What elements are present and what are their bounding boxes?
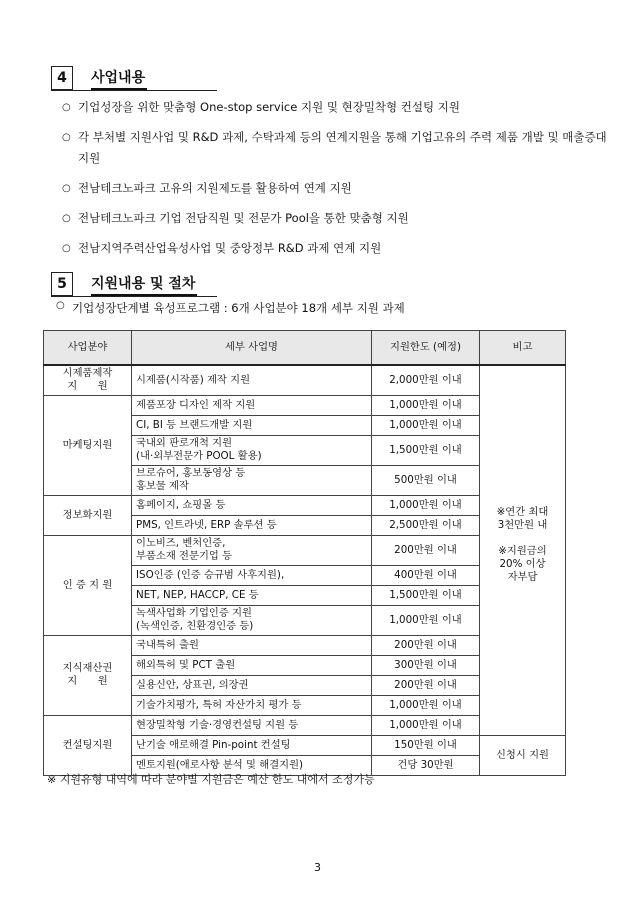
- item-cell: 실용신안, 상표권, 의장권: [132, 675, 372, 695]
- section-5-number: 5: [51, 272, 73, 296]
- category-cell: 인 증 지 원: [44, 535, 132, 635]
- support-table: [43, 330, 566, 776]
- amount-cell: 2,000만원 이내: [372, 365, 480, 395]
- item-cell: 홈페이지, 쇼핑몰 등: [132, 495, 372, 515]
- amount-cell: 300만원 이내: [372, 655, 480, 675]
- amount-cell: 1,000만원 이내: [372, 695, 480, 715]
- bullet-item: ○ 전남테크노파크 기업 전담직원 및 전문가 Pool을 통한 맞춤형 지원: [62, 211, 409, 225]
- item-cell: NET, NEP, HACCP, CE 등: [132, 585, 372, 605]
- category-cell: 시제품제작 지 원: [44, 365, 132, 395]
- section-5-title: 지원내용 및 절차: [91, 276, 197, 296]
- amount-cell: 200만원 이내: [372, 635, 480, 655]
- header-item: 세부 사업명: [132, 331, 372, 366]
- item-cell: 난기술 애로해결 Pin-point 컨설팅: [132, 735, 372, 755]
- note-text: ※연간 최대 3천만원 내 ※지원금의 20% 이상 자부담: [496, 506, 549, 583]
- bullet-item: ○ 전남지역주력산업육성사업 및 중앙정부 R&D 과제 연계 지원: [62, 241, 382, 255]
- note-cell: [480, 365, 566, 735]
- header-limit: 지원한도 (예정): [372, 331, 480, 366]
- item-cell: 기술가치평가, 특허 자산가치 평가 등: [132, 695, 372, 715]
- amount-cell: 1,000만원 이내: [372, 715, 480, 735]
- item-cell: 시제품(시작품) 제작 지원: [132, 365, 372, 395]
- category-cell: 정보화지원: [44, 495, 132, 535]
- amount-cell: 150만원 이내: [372, 735, 480, 755]
- page-number: 3: [314, 861, 321, 874]
- item-cell: 해외특허 및 PCT 출원: [132, 655, 372, 675]
- section-5-intro: ○ 기업성장단계별 육성프로그램 : 6개 사업분야 18개 세부 지원 과제: [56, 300, 405, 315]
- item-cell: ISO인증 (인증 승규범 사후지원),: [132, 565, 372, 585]
- section-5-heading: [51, 270, 197, 296]
- amount-cell: 1,500만원 이내: [372, 585, 480, 605]
- section-4-heading: [51, 64, 147, 90]
- amount-cell: 건당 30만원: [372, 755, 480, 775]
- section-4-number: 4: [51, 66, 73, 90]
- table-header-row: [44, 331, 566, 366]
- item-cell: CI, BI 등 브랜드개발 지원: [132, 415, 372, 435]
- item-cell: 브로슈어, 홍보동영상 등 홍보물 제작: [132, 465, 372, 495]
- bullet-item: ○ 기업성장을 위한 맞춤형 One-stop service 지원 및 현장밀착형 컨설팅 지원: [62, 100, 460, 114]
- note-cell-bottom: 신청시 지원: [480, 735, 566, 775]
- amount-cell: 500만원 이내: [372, 465, 480, 495]
- amount-cell: 1,000만원 이내: [372, 495, 480, 515]
- item-cell: 국내외 판로개척 지원 (내·외부전문가 POOL 활용): [132, 435, 372, 465]
- item-cell: 현장밀착형 기술·경영컨설팅 지원 등: [132, 715, 372, 735]
- amount-cell: 1,000만원 이내: [372, 415, 480, 435]
- section-4-title: 사업내용: [91, 70, 147, 90]
- bullet-item: ○ 전남테크노파크 고유의 지원제도를 활용하여 연계 지원: [62, 181, 352, 195]
- item-cell: 녹색사업화 기업인증 지원 (녹색인증, 친환경인증 등): [132, 605, 372, 635]
- amount-cell: 1,000만원 이내: [372, 395, 480, 415]
- amount-cell: 400만원 이내: [372, 565, 480, 585]
- item-cell: 이노비즈, 벤처인증, 부품소재 전문기업 등: [132, 535, 372, 565]
- amount-cell: 200만원 이내: [372, 535, 480, 565]
- item-cell: PMS, 인트라넷, ERP 솔루션 등: [132, 515, 372, 535]
- bullet-item: ○ 각 부처별 지원사업 및 R&D 과제, 수탁과제 등의 연계지원을 통해 기업고유의 주력 제품 개발 및 매출증대 지원: [62, 130, 607, 165]
- section-4-rule: [51, 90, 217, 91]
- section-5-rule: [51, 296, 217, 297]
- amount-cell: 200만원 이내: [372, 675, 480, 695]
- table-row: [44, 365, 566, 395]
- amount-cell: 1,000만원 이내: [372, 605, 480, 635]
- header-field: 사업분야: [44, 331, 132, 366]
- category-cell: 컨설팅지원: [44, 715, 132, 775]
- section-4-bullets: [62, 97, 607, 268]
- amount-cell: 1,500만원 이내: [372, 435, 480, 465]
- category-cell: 지식재산권 지 원: [44, 635, 132, 715]
- item-cell: 제품포장 디자인 제작 지원: [132, 395, 372, 415]
- category-cell: 마케팅지원: [44, 395, 132, 495]
- header-note: 비고: [480, 331, 566, 366]
- item-cell: 멘토지원(애로사항 분석 및 해결지원): [132, 755, 372, 775]
- amount-cell: 2,500만원 이내: [372, 515, 480, 535]
- footnote: ※ 지원유형 내역에 따라 분야별 지원금은 예산 한도 내에서 조정가능: [47, 773, 375, 786]
- item-cell: 국내특허 출원: [132, 635, 372, 655]
